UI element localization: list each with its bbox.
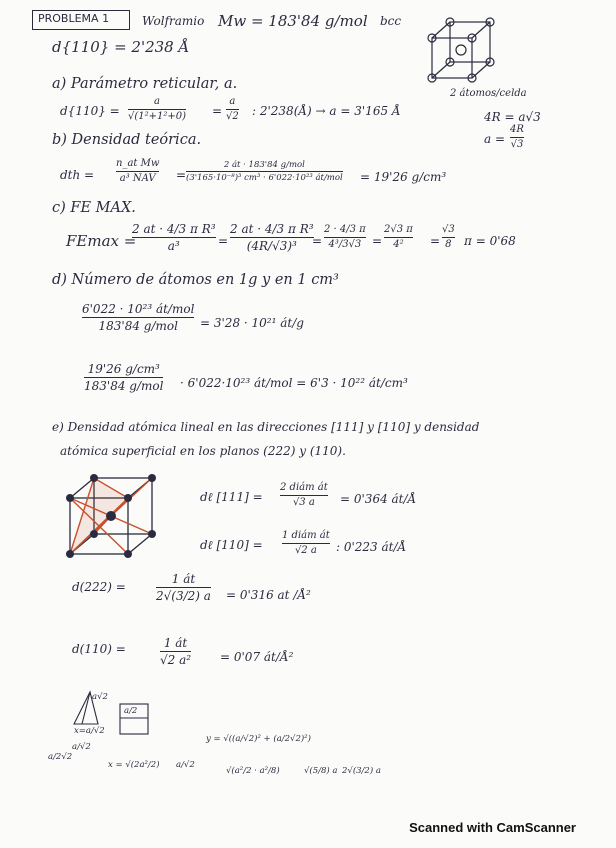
- part-c-result: π = 0'68: [464, 234, 516, 248]
- part-c-eq-2: =: [312, 234, 323, 248]
- dl111-den: √3 a: [292, 497, 315, 508]
- a-from-r-den: √3: [510, 139, 524, 150]
- dl110-lhs: dℓ [110] =: [200, 538, 263, 552]
- part-b-f2-num: 2 át · 183'84 g/mol: [223, 160, 305, 170]
- fraction-bar: [280, 495, 328, 496]
- fraction-bar: [160, 651, 191, 652]
- element-name: Wolframio: [142, 14, 205, 28]
- part-b-f2-den: (3'165·10⁻⁸)³ cm³ · 6'022·10²³ át/mol: [186, 173, 343, 184]
- dl110-fraction: [282, 530, 330, 557]
- part-a-lhs: d{110} =: [60, 104, 120, 118]
- part-c-fraction-3: [324, 224, 366, 251]
- scratch-note-4: a/2√2: [48, 752, 73, 762]
- fraction-bar: [384, 237, 413, 238]
- fraction-bar: [128, 109, 186, 110]
- part-a-f2-den: √2: [226, 111, 239, 122]
- scratch-note-1: a√2: [92, 692, 108, 702]
- part-c-f5-num: √3: [442, 224, 455, 235]
- part-d-f2-num: 19'26 g/cm³: [87, 362, 160, 376]
- scratch-note-10: 2√(3/2) a: [342, 766, 381, 776]
- part-c-f1-den: a³: [167, 239, 180, 254]
- d110-fraction: [160, 636, 191, 668]
- part-b-fraction-2: [186, 160, 343, 183]
- fraction-bar: [282, 543, 330, 544]
- part-b-result: = 19'26 g/cm³: [360, 170, 447, 184]
- fraction-bar: [230, 237, 314, 238]
- part-a-f1-num: a: [154, 96, 160, 107]
- dl110-result: : 0'223 át/Å: [336, 540, 407, 554]
- part-c-fraction-2: [230, 222, 314, 254]
- scratch-note-2: x=a/√2: [74, 726, 105, 736]
- part-b-lhs: dth =: [60, 168, 95, 182]
- part-d-f1-den: 183'84 g/mol: [98, 319, 178, 334]
- part-d-fraction-2: [84, 362, 163, 394]
- part-c-lhs: FEmax =: [66, 232, 137, 250]
- part-c-f3-den: 4³/3√3: [328, 239, 362, 250]
- d110-lhs: d(110) =: [72, 642, 126, 656]
- part-b-title: b) Densidad teórica.: [52, 132, 202, 148]
- part-a-eq: =: [212, 104, 223, 118]
- fraction-bar: [84, 377, 163, 378]
- part-d-result-2: · 6'022·10²³ át/mol = 6'3 · 10²² át/cm³: [180, 376, 408, 390]
- part-c-fraction-1: [132, 222, 216, 254]
- part-c-eq-3: =: [372, 234, 383, 248]
- part-c-fraction-5: [442, 224, 455, 251]
- problem-label: PROBLEMA 1: [38, 12, 110, 25]
- dl111-num: 2 diám át: [280, 482, 328, 493]
- part-c-f5-den: 8: [445, 239, 452, 250]
- fraction-bar: [156, 587, 211, 588]
- part-d-title: d) Número de átomos en 1g y en 1 cm³: [52, 272, 339, 288]
- part-d-f2-den: 183'84 g/mol: [84, 379, 164, 394]
- dl110-num: 1 diám át: [282, 530, 330, 541]
- a-from-r-fraction: [510, 124, 524, 151]
- dl111-lhs: dℓ [111] =: [200, 490, 263, 504]
- part-a-fraction-1: [128, 96, 186, 123]
- atoms-per-cell: 2 átomos/celda: [450, 88, 527, 99]
- d222-num: 1 át: [171, 572, 196, 586]
- d110-given: d{110} = 2'238 Å: [52, 38, 190, 56]
- fraction-bar: [116, 171, 159, 172]
- d222-fraction: [156, 572, 211, 604]
- scratch-note-5: x = √(2a²/2): [108, 760, 160, 770]
- fraction-bar: [82, 317, 194, 318]
- fraction-bar: [132, 237, 216, 238]
- part-c-f3-num: 2 · 4/3 π: [324, 224, 366, 235]
- scratch-note-7: y = √((a/√2)² + (a/2√2)²): [206, 734, 311, 744]
- scratch-note-6: a/√2: [176, 760, 195, 770]
- d110-result: = 0'07 át/Å²: [220, 650, 294, 664]
- d222-den: 2√(3/2) a: [156, 589, 211, 604]
- fraction-bar: [226, 109, 239, 110]
- part-e-title-2: atómica superficial en los planos (222) y (110).: [60, 444, 346, 458]
- part-c-f2-num: 2 at · 4/3 π R³: [230, 222, 314, 236]
- part-a-result: : 2'238(Å) → a = 3'165 Å: [252, 104, 401, 118]
- fraction-bar: [324, 237, 366, 238]
- fraction-bar: [510, 137, 524, 138]
- scanner-footer: Scanned with CamScanner: [409, 820, 576, 835]
- part-b-f1-den: a³ NAV: [119, 173, 156, 184]
- part-c-title: c) FE MAX.: [52, 200, 136, 216]
- part-a-title: a) Parámetro reticular, a.: [52, 76, 238, 92]
- scratch-note-11: a/√2: [72, 742, 91, 752]
- a-from-r-num: 4R: [510, 124, 524, 135]
- dl111-result: = 0'364 át/Å: [340, 492, 417, 506]
- part-b-fraction-1: [116, 158, 159, 185]
- part-d-result-1: = 3'28 · 10²¹ át/g: [200, 316, 304, 330]
- molar-mass: Mw = 183'84 g/mol: [218, 12, 368, 30]
- part-d-f1-num: 6'022 · 10²³ át/mol: [82, 302, 195, 316]
- scratch-note-3: a/2: [124, 706, 138, 716]
- part-a-fraction-2: [226, 96, 239, 123]
- r-relation: 4R = a√3: [484, 110, 541, 124]
- part-c-f4-den: 4²: [393, 239, 404, 250]
- bcc-planes-sketch: [62, 470, 162, 560]
- part-c-f1-num: 2 at · 4/3 π R³: [132, 222, 216, 236]
- part-c-fraction-4: [384, 224, 413, 251]
- d222-lhs: d(222) =: [72, 580, 126, 594]
- part-b-eq: =: [176, 168, 187, 182]
- part-c-eq-1: =: [218, 234, 229, 248]
- dl111-fraction: [280, 482, 328, 509]
- part-c-f4-num: 2√3 π: [384, 224, 413, 235]
- part-c-eq-4: =: [430, 234, 441, 248]
- bcc-cell-sketch: [426, 16, 500, 86]
- structure-label: bcc: [380, 14, 402, 28]
- d222-result: = 0'316 at /Å²: [226, 588, 311, 602]
- dl110-den: √2 a: [294, 545, 317, 556]
- d110-den: √2 a²: [160, 653, 192, 668]
- part-a-f1-den: √(1²+1²+0): [128, 111, 187, 122]
- scratch-note-9: √(5/8) a: [304, 766, 338, 776]
- part-b-f1-num: n_at Mw: [116, 158, 160, 169]
- fraction-bar: [442, 237, 455, 238]
- part-d-fraction-1: [82, 302, 194, 334]
- a-equals: a =: [484, 132, 506, 146]
- part-e-title-1: e) Densidad atómica lineal en las direcciones [111] y [110] y densidad: [52, 420, 480, 434]
- part-c-f2-den: (4R/√3)³: [246, 239, 297, 254]
- d110-num: 1 át: [163, 636, 188, 650]
- part-a-f2-num: a: [229, 96, 236, 107]
- scratch-note-8: √(a²/2 · a²/8): [226, 766, 280, 776]
